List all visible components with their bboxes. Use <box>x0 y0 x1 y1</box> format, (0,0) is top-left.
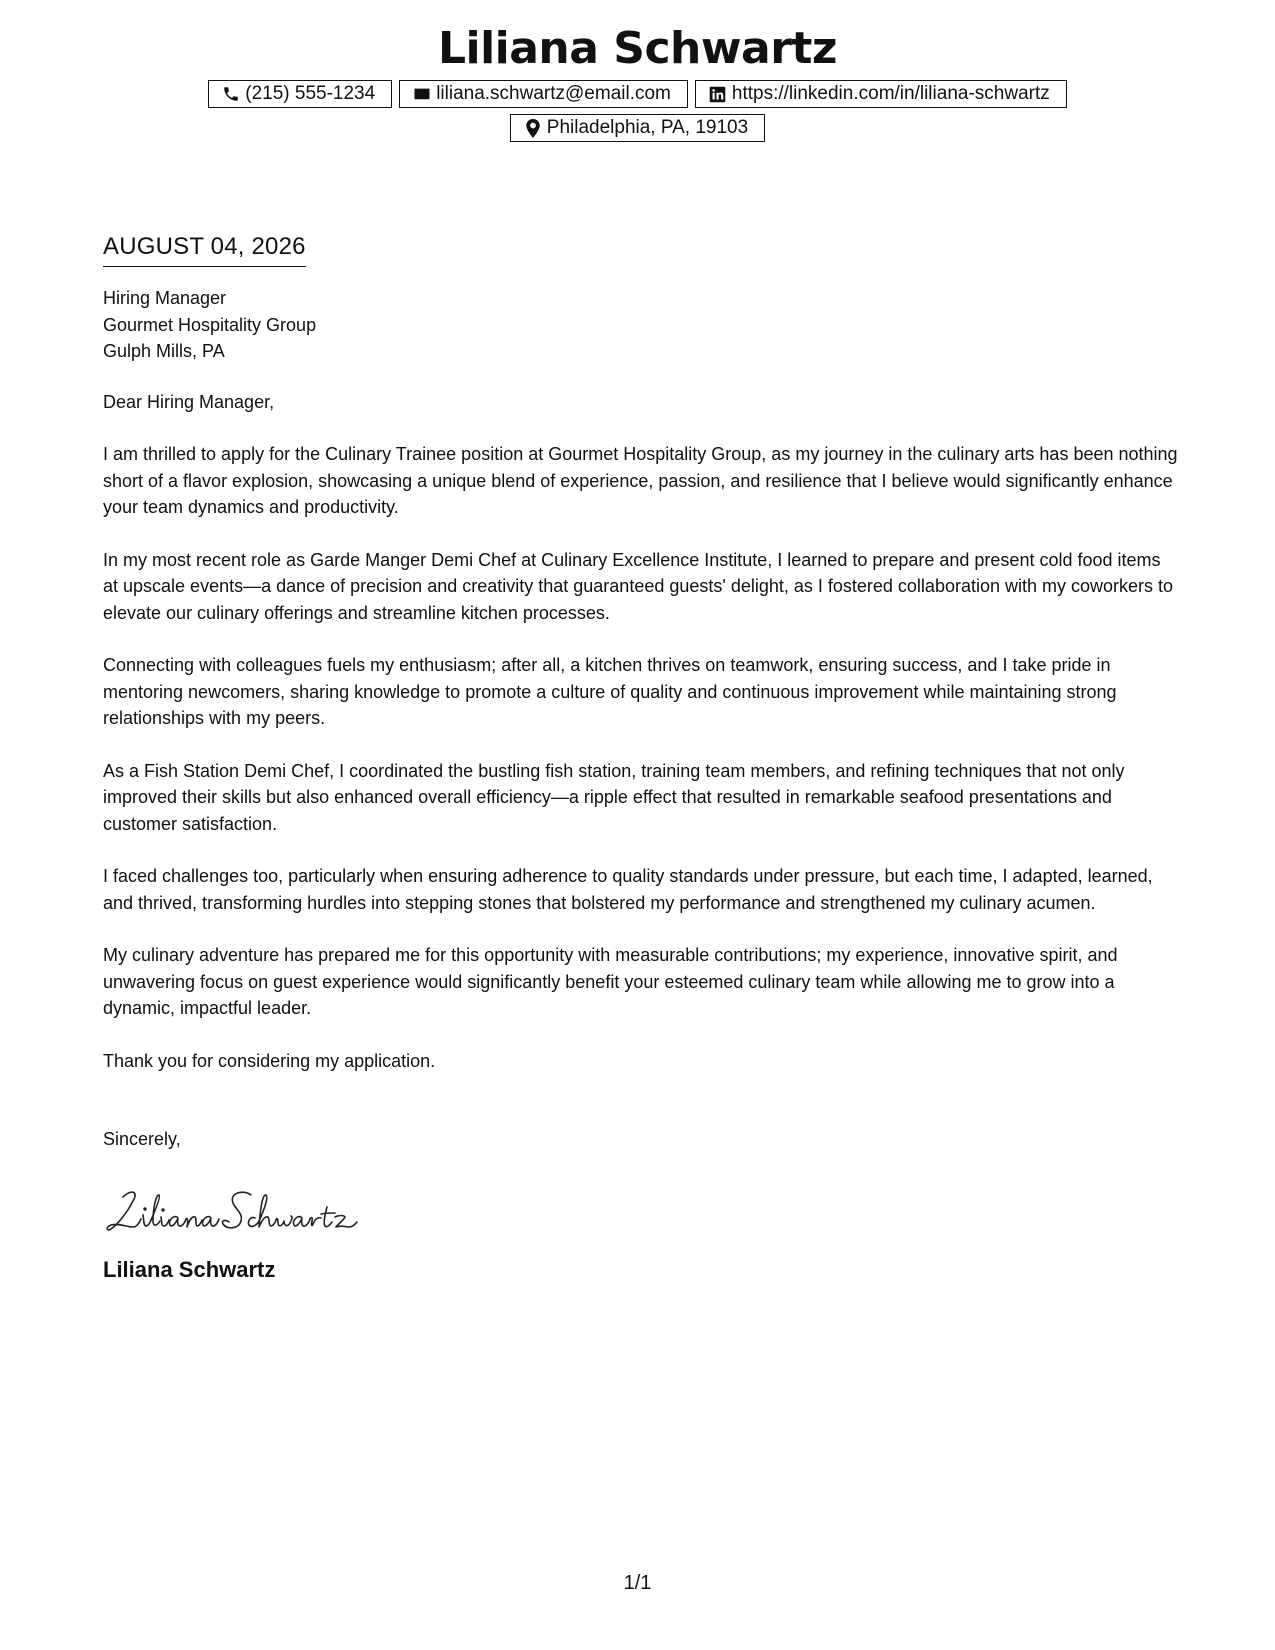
contact-linkedin[interactable] <box>695 80 1067 108</box>
body-paragraph: Thank you for considering my application. <box>103 1050 436 1071</box>
recipient-location: Gulph Mills, PA <box>103 341 225 361</box>
contact-row-secondary <box>0 114 1275 142</box>
linkedin-icon <box>708 84 728 104</box>
contact-linkedin-text: https://linkedin.com/in/liliana-schwartz <box>731 83 1050 104</box>
body-paragraph: I faced challenges too, particularly when ensuring adherence to quality standards under pressure, but each time, I adapted, learned, and thrived, transforming hurdles into stepping stones that bolstered my performance and strengthened my culinary acumen. <box>103 866 1153 913</box>
page-number: 1/1 <box>623 1572 652 1594</box>
contact-location-text: Philadelphia, PA, 19103 <box>546 117 749 138</box>
body-paragraph: Connecting with colleagues fuels my enthusiasm; after all, a kitchen thrives on teamwork, ensuring success, and I take pride in mentoring newcomers, sharing knowledge to promote a culture of quality and continuous improvement while maintaining strong relationships with my peers. <box>103 655 1117 728</box>
signer-name: Liliana Schwartz <box>103 1256 276 1282</box>
contact-location <box>510 114 765 142</box>
contact-row-primary <box>0 80 1275 108</box>
contact-phone-text: (215) 555-1234 <box>245 83 376 104</box>
contact-phone <box>208 80 392 108</box>
signature-drawing <box>103 1183 363 1239</box>
map-pin-icon <box>523 118 543 138</box>
body-paragraph: As a Fish Station Demi Chef, I coordinated the bustling fish station, training team members, and refining techniques that not only improved their skills but also enhanced overall efficiency—a ripple effect that resulted in remarkable seafood presentations and customer satisfaction. <box>103 760 1125 834</box>
letter-date: AUGUST 04, 2026 <box>103 230 306 267</box>
contact-email-text: liliana.schwartz@email.com <box>436 83 671 104</box>
contact-email[interactable] <box>399 80 688 108</box>
envelope-icon <box>412 84 432 104</box>
body-paragraph: My culinary adventure has prepared me for this opportunity with measurable contributions; my experience, innovative spirit, and unwavering focus on guest experience would significantly benefit your esteemed culinary team while allowing me to grow into a dynamic, impactful leader. <box>103 945 1118 1018</box>
body-paragraph: In my most recent role as Garde Manger Demi Chef at Culinary Excellence Institute, I learned to prepare and present cold food items at upscale events—a dance of precision and creativity that guaranteed guests' delight, as I fostered collaboration with my coworkers to elevate our culinary offerings and streamline kitchen processes. <box>103 549 1174 623</box>
applicant-name: Liliana Schwartz <box>437 23 838 74</box>
salutation: Dear Hiring Manager, <box>103 391 275 412</box>
body-paragraph: I am thrilled to apply for the Culinary Trainee position at Gourmet Hospitality Group, as my journey in the culinary arts has been nothing short of a flavor explosion, showcasing a unique blend of experience, passion, and resilience that I believe would significantly enhance your team dynamics and productivity. <box>103 444 1178 517</box>
recipient-company: Gourmet Hospitality Group <box>103 314 317 335</box>
letter-header <box>0 18 1275 142</box>
handwritten-signature <box>103 1183 1178 1239</box>
recipient-block <box>103 285 1178 365</box>
closing: Sincerely, <box>103 1129 181 1149</box>
recipient-title: Hiring Manager <box>103 288 227 308</box>
phone-icon <box>221 84 241 104</box>
letter-body <box>103 230 1178 1285</box>
